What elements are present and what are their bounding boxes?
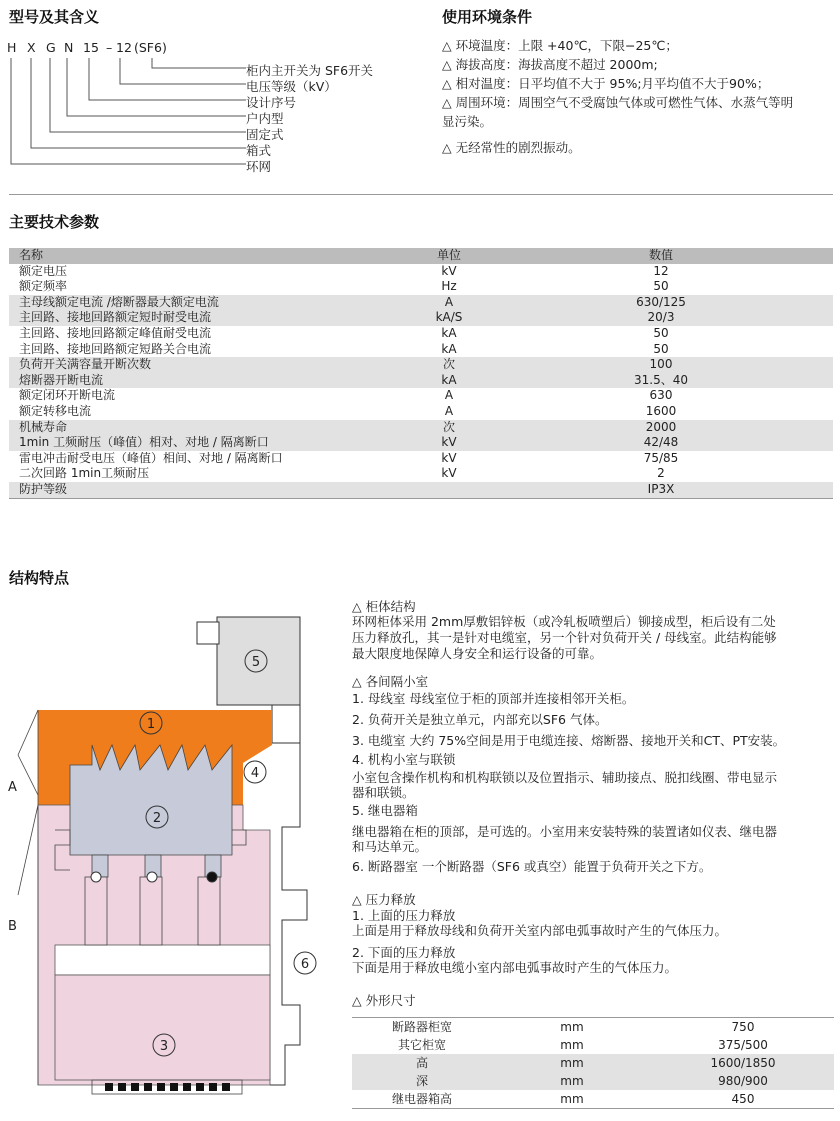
table-row <box>9 357 833 373</box>
table-row <box>9 310 833 326</box>
model-meaning: 柜内主开关为 SF6开关 <box>246 63 374 78</box>
dimensions-table <box>352 1017 834 1109</box>
table-cell: 50 <box>653 325 669 340</box>
table-cell: mm <box>560 1038 584 1052</box>
table-row <box>352 1054 834 1072</box>
table-row <box>9 264 833 280</box>
diagram-number: 2 <box>152 811 162 826</box>
table-cell: 负荷开关满容量开断次数 <box>9 357 409 373</box>
table-cell: kV <box>409 435 489 451</box>
table-cell: kA/S <box>409 310 489 326</box>
environment-heading: 使用环境条件 <box>442 8 533 26</box>
environment-item: △ 海拔高度：海拔高度不超过 2000m; <box>442 57 658 72</box>
table-cell: 20/3 <box>489 310 833 326</box>
table-cell: 50 <box>653 341 669 356</box>
table-cell: 主回路、接地回路额定短时耐受电流 <box>9 310 409 326</box>
table-cell: 防护等级 <box>9 482 409 498</box>
diagram-number: 3 <box>159 1039 169 1054</box>
table-cell: mm <box>492 1018 652 1037</box>
table-cell: 熔断器开断电流 <box>9 373 409 389</box>
model-code-char: H <box>7 40 17 55</box>
diagram-number: 1 <box>146 717 156 732</box>
feature-line: 4. 机构小室与联锁 <box>352 752 456 767</box>
table-cell: 断路器柜宽 <box>352 1018 492 1037</box>
table-cell: kA <box>441 325 457 340</box>
table-cell <box>409 482 489 498</box>
table-cell: 次 <box>409 357 489 373</box>
model-code-char: 12 <box>116 40 132 55</box>
model-meaning: 箱式 <box>246 143 272 158</box>
diagram-label-a: A <box>8 780 17 795</box>
environment-item: △ 相对温度：日平均值不大于 95%;月平均值不大于90%； <box>442 76 770 91</box>
feature-line: 3. 电缆室 大约 75%空间是用于电缆连接、熔断器、接地开关和CT、PT安装。 <box>352 733 786 748</box>
table-cell: 高 <box>352 1054 492 1072</box>
params-heading: 主要技术参数 <box>9 213 100 231</box>
feature-line: 5. 继电器箱 <box>352 803 418 818</box>
diagram-number: 6 <box>300 957 310 972</box>
table-cell: 630 <box>649 388 673 403</box>
feature-line: 2. 下面的压力释放 <box>352 945 456 960</box>
table-cell: 继电器箱高 <box>352 1090 492 1109</box>
table-cell: 深 <box>352 1072 492 1090</box>
table-cell: kV <box>441 263 457 278</box>
environment-item: 显污染。 <box>442 114 493 129</box>
table-cell: 75/85 <box>643 450 679 465</box>
diagram-label-b: B <box>8 919 17 934</box>
model-meaning: 户内型 <box>246 111 284 126</box>
table-row <box>9 295 833 311</box>
table-cell: IP3X <box>489 482 833 498</box>
table-row <box>352 1018 834 1037</box>
table-cell: 次 <box>409 420 489 436</box>
table-cell: 额定频率 <box>19 279 68 294</box>
table-cell: 机械寿命 <box>9 420 409 436</box>
environment-item: △ 环境温度：上限 +40℃，下限−25℃； <box>442 38 678 53</box>
table-row <box>9 388 833 404</box>
table-cell: kA <box>441 341 457 356</box>
feature-line: △ 柜体结构 <box>352 599 416 614</box>
table-cell: 12 <box>653 263 669 278</box>
model-code-char: X <box>27 40 36 55</box>
table-row <box>9 279 833 295</box>
table-cell: 50 <box>653 279 669 294</box>
structure-heading: 结构特点 <box>9 569 70 587</box>
table-cell: 额定转移电流 <box>19 403 92 418</box>
feature-line: 1. 上面的压力释放 <box>352 908 456 923</box>
table-header-cell: 名称 <box>9 248 409 264</box>
table-row <box>9 373 833 389</box>
feature-line: 环网柜体采用 2mm厚敷铝锌板（或冷轧板喷塑后）铆接成型，柜后设有二处 <box>352 614 776 629</box>
table-cell: 375/500 <box>718 1038 768 1052</box>
feature-line: 最大限度地保障人身安全和运行设备的可靠。 <box>352 646 603 661</box>
feature-line: 继电器箱在柜的顶部，是可选的。小室用来安装特殊的装置诸如仪表、继电器 <box>352 824 778 839</box>
environment-item: △ 无经常性的剧烈振动。 <box>442 140 581 155</box>
table-cell: 2 <box>657 466 665 481</box>
model-meaning: 电压等级（kV） <box>246 79 337 94</box>
feature-line: 下面是用于释放电缆小室内部电弧事故时产生的气体压力。 <box>352 960 678 975</box>
table-row <box>9 326 833 342</box>
table-cell: 主母线额定电流 /熔断器最大额定电流 <box>9 295 409 311</box>
model-heading: 型号及其含义 <box>9 8 100 26</box>
load-switch-compartment <box>70 745 232 855</box>
table-cell: mm <box>492 1054 652 1072</box>
diagram-number: 5 <box>251 655 261 670</box>
table-row <box>9 482 833 498</box>
table-row <box>9 435 833 451</box>
model-meaning: 固定式 <box>246 127 284 142</box>
table-row <box>9 451 833 467</box>
table-cell: 2000 <box>489 420 833 436</box>
model-code-char: – <box>106 40 113 55</box>
table-row <box>9 466 833 482</box>
table-cell: A <box>444 388 454 403</box>
model-code-char: 15 <box>83 40 99 55</box>
table-header-cell: 数值 <box>489 248 833 264</box>
table-cell: kA <box>409 373 489 389</box>
feature-line: 2. 负荷开关是独立单元，内部充以SF6 气体。 <box>352 712 608 727</box>
model-connector-lines <box>0 0 250 190</box>
table-cell: Hz <box>441 279 457 294</box>
feature-line: 1. 母线室 母线室位于柜的顶部并连接相邻开关柜。 <box>352 691 635 706</box>
feature-line: 上面是用于释放母线和负荷开关室内部电弧事故时产生的气体压力。 <box>352 923 728 938</box>
table-cell: 42/48 <box>489 435 833 451</box>
feature-line: 和马达单元。 <box>352 839 428 854</box>
model-code-char: (SF6) <box>134 40 167 55</box>
table-row <box>352 1072 834 1090</box>
table-cell: 31.5、40 <box>489 373 833 389</box>
table-cell: A <box>409 295 489 311</box>
table-cell: 其它柜宽 <box>397 1038 446 1052</box>
table-cell: 450 <box>652 1090 834 1109</box>
table-row <box>352 1036 834 1054</box>
table-cell: 980/900 <box>652 1072 834 1090</box>
feature-line: 压力释放孔，其一是针对电缆室，另一个针对负荷开关 / 母线室。此结构能够 <box>352 630 777 645</box>
table-cell: 1min 工频耐压（峰值）相对、对地 / 隔离断口 <box>9 435 409 451</box>
model-code-char: G <box>46 40 56 55</box>
table-cell: 二次回路 1min工频耐压 <box>19 466 150 481</box>
table-row <box>9 420 833 436</box>
table-cell: mm <box>492 1090 652 1109</box>
model-meaning: 设计序号 <box>246 95 297 110</box>
switchgear-diagram <box>0 605 345 1115</box>
table-cell: 750 <box>652 1018 834 1037</box>
table-cell: 1600 <box>645 403 677 418</box>
table-row <box>9 404 833 420</box>
model-meaning: 环网 <box>246 159 272 174</box>
feature-line: 小室包含操作机构和机构联锁以及位置指示、辅助接点、脱扣线圈、带电显示 <box>352 770 778 785</box>
table-header-cell: 单位 <box>409 248 489 264</box>
feature-line: △ 压力释放 <box>352 892 416 907</box>
table-cell: 1600/1850 <box>652 1054 834 1072</box>
diagram-number: 4 <box>250 766 260 781</box>
table-cell: 雷电冲击耐受电压（峰值）相间、对地 / 隔离断口 <box>19 450 283 465</box>
feature-line: △ 各间隔小室 <box>352 674 429 689</box>
table-cell: 额定闭环开断电流 <box>19 388 116 403</box>
table-cell: kV <box>441 450 457 465</box>
table-cell: 主回路、接地回路额定峰值耐受电流 <box>19 325 212 340</box>
table-row <box>9 342 833 358</box>
feature-line: 器和联锁。 <box>352 785 415 800</box>
section-divider <box>9 194 833 195</box>
table-cell: 主回路、接地回路额定短路关合电流 <box>19 341 212 356</box>
table-cell: kV <box>441 466 457 481</box>
table-cell: mm <box>492 1072 652 1090</box>
table-cell: A <box>444 403 454 418</box>
table-cell: 额定电压 <box>19 263 68 278</box>
feature-line: 6. 断路器室 一个断路器（SF6 或真空）能置于负荷开关之下方。 <box>352 859 712 874</box>
feature-line: △ 外形尺寸 <box>352 993 416 1008</box>
params-table <box>9 248 833 499</box>
table-header-row <box>9 248 833 264</box>
model-code-char: N <box>64 40 74 55</box>
table-cell: 100 <box>489 357 833 373</box>
environment-item: △ 周围环境：周围空气不受腐蚀气体或可燃性气体、水蒸气等明 <box>442 95 794 110</box>
table-cell: 630/125 <box>489 295 833 311</box>
table-row <box>352 1090 834 1109</box>
